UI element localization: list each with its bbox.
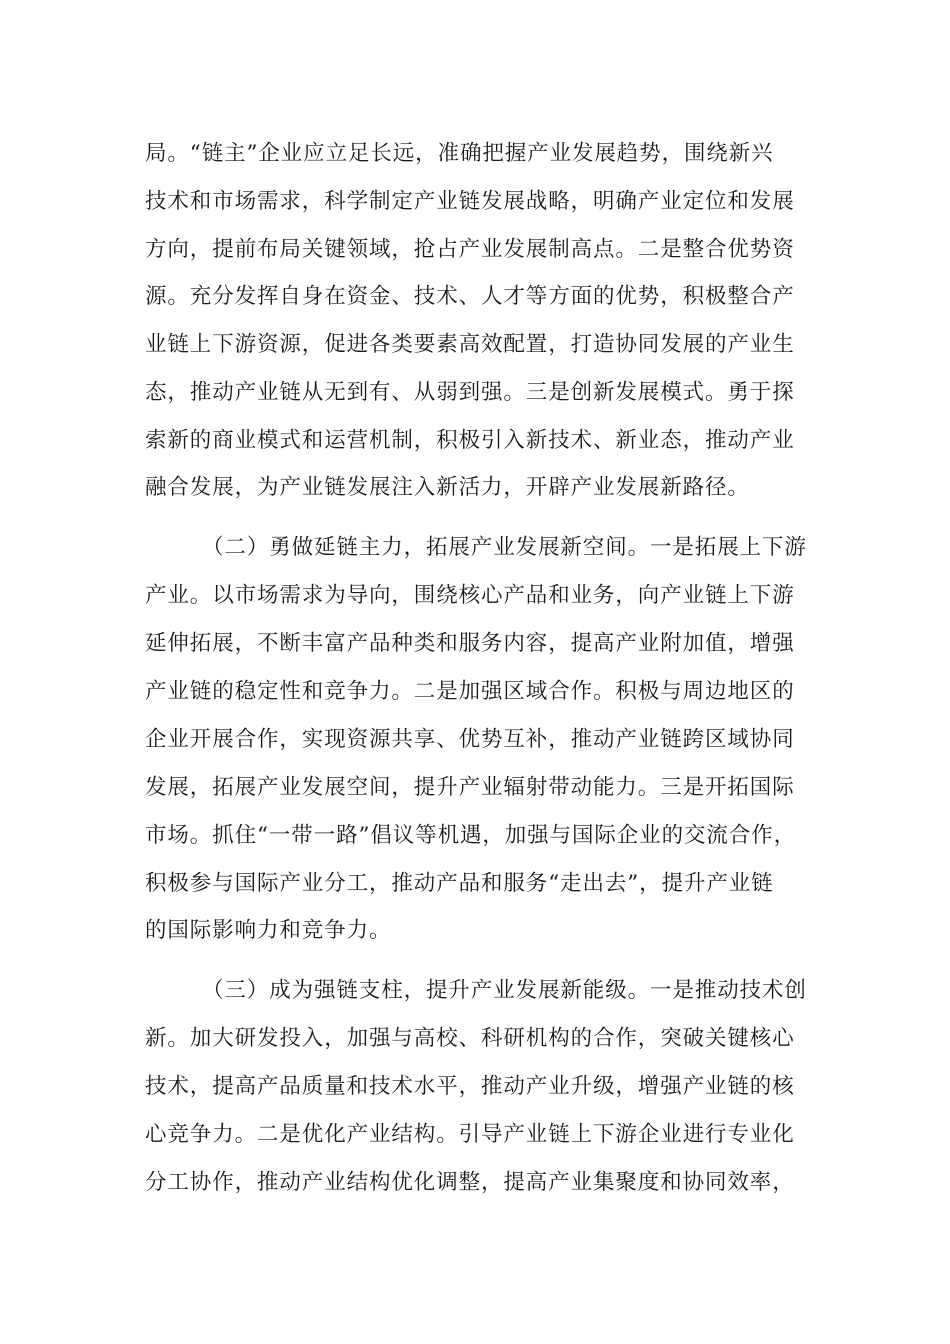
text-line: 索新的商业模式和运营机制，积极引入新技术、新业态，推动产业 — [145, 428, 795, 453]
text-line: 源。充分发挥自身在资金、技术、人才等方面的优势，积极整合产 — [145, 284, 795, 309]
text-line: 态，推动产业链从无到有、从弱到强。三是创新发展模式。勇于探 — [145, 380, 795, 405]
text-line: 方向，提前布局关键领域，抢占产业发展制高点。二是整合优势资 — [145, 237, 795, 262]
text-line: 市场。抓住“一带一路”倡议等机遇，加强与国际企业的交流合作， — [145, 823, 796, 848]
text-line: 技术，提高产品质量和技术水平，推动产业升级，增强产业链的核 — [145, 1074, 795, 1099]
text-line: 产业。以市场需求为导向，围绕核心产品和业务，向产业链上下游 — [145, 583, 795, 608]
text-line: 局。“链主”企业应立足长远，准确把握产业发展趋势，围绕新兴 — [145, 141, 774, 166]
text-line: 积极参与国际产业分工，推动产品和服务“走出去”，提升产业链 — [145, 871, 774, 896]
text-line: 产业链的稳定性和竞争力。二是加强区域合作。积极与周边地区的 — [145, 679, 795, 704]
text-line: 企业开展合作，实现资源共享、优势互补，推动产业链跨区域协同 — [145, 727, 795, 752]
text-line: 技术和市场需求，科学制定产业链发展战略，明确产业定位和发展 — [145, 189, 795, 214]
text-line: 业链上下游资源，促进各类要素高效配置，打造协同发展的产业生 — [145, 332, 795, 357]
text-line: 发展，拓展产业发展空间，提升产业辐射带动能力。三是开拓国际 — [145, 775, 795, 800]
text-line: 新。加大研发投入，加强与高校、科研机构的合作，突破关键核心 — [145, 1026, 795, 1051]
text-line: 的国际影响力和竞争力。 — [145, 918, 392, 943]
text-line: （三）成为强链支柱，提升产业发展新能级。一是推动技术创 — [202, 978, 807, 1003]
text-line: 延伸拓展，不断丰富产品种类和服务内容，提高产业附加值，增强 — [145, 631, 795, 656]
text-line: 融合发展，为产业链发展注入新活力，开辟产业发展新路径。 — [145, 475, 750, 500]
text-line: （二）勇做延链主力，拓展产业发展新空间。一是拓展上下游 — [202, 535, 807, 560]
text-line: 分工协作，推动产业结构优化调整，提高产业集聚度和协同效率， — [145, 1170, 795, 1195]
text-line: 心竞争力。二是优化产业结构。引导产业链上下游企业进行专业化 — [145, 1122, 795, 1147]
